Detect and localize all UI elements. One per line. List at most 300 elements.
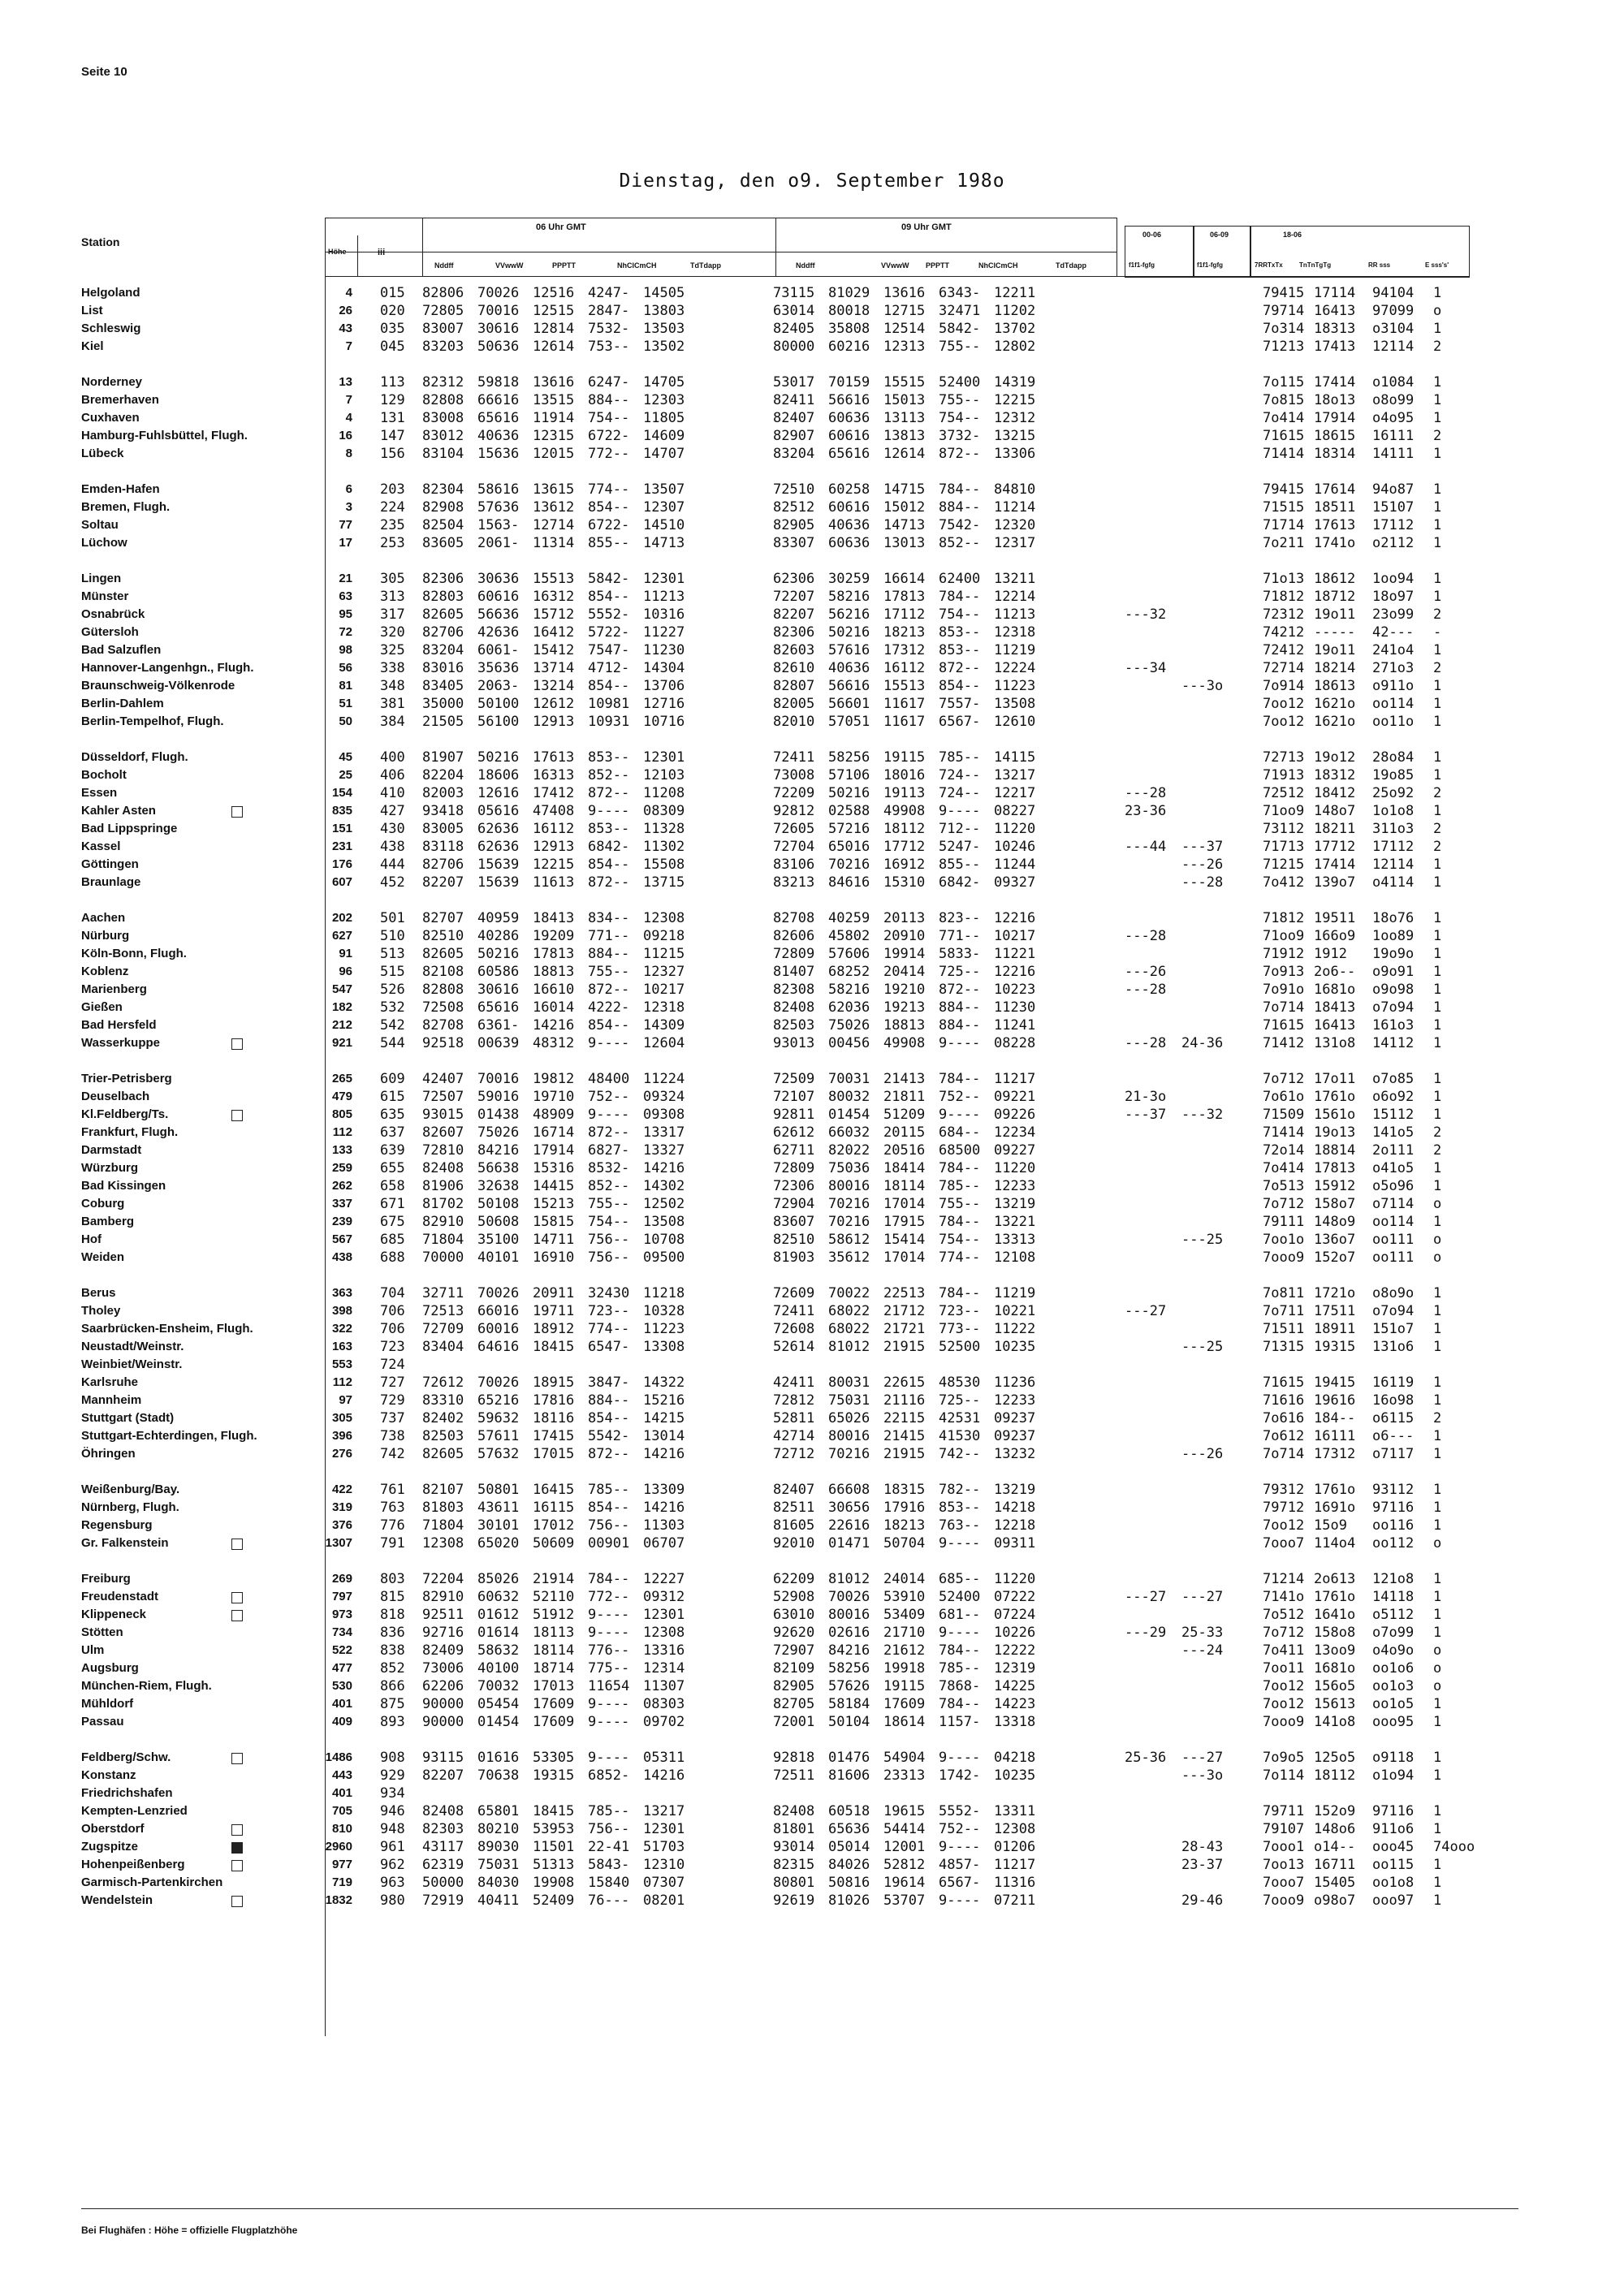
cell-n06: 82707 xyxy=(422,910,464,926)
table-row xyxy=(0,981,1624,999)
station-name: Weinbiet/Weinstr. xyxy=(81,1357,183,1371)
cell-vv09: 65636 xyxy=(828,1821,870,1837)
cell-td09: 12233 xyxy=(994,1178,1036,1194)
cell-pp06: 17415 xyxy=(533,1428,575,1444)
table-row xyxy=(0,1785,1624,1802)
table-row xyxy=(0,1856,1624,1874)
cell-n06: 62319 xyxy=(422,1857,464,1873)
cell-tx: 7oo1o xyxy=(1263,1232,1305,1248)
cell-td09: 10246 xyxy=(994,839,1036,855)
cell-nh09: 52500 xyxy=(939,1339,981,1355)
cell-e: o xyxy=(1433,1660,1442,1677)
cell-nh09: 785-- xyxy=(939,1660,981,1677)
cell-td09: 09226 xyxy=(994,1107,1036,1123)
cell-vv09: 56616 xyxy=(828,392,870,408)
cell-td06: 13503 xyxy=(643,321,685,337)
cell-tn: 17614 xyxy=(1314,481,1356,498)
cell-vv09: 80016 xyxy=(828,1178,870,1194)
table-row xyxy=(0,1124,1624,1142)
station-height: 133 xyxy=(331,1143,352,1157)
cell-e: 1 xyxy=(1433,1625,1442,1641)
cell-n09: 72809 xyxy=(773,946,815,962)
cell-iii: 348 xyxy=(380,678,405,694)
table-row xyxy=(0,409,1624,427)
cell-n09: 82907 xyxy=(773,428,815,444)
cell-iii: 948 xyxy=(380,1821,405,1837)
table-row xyxy=(0,1177,1624,1195)
cell-td09: 11244 xyxy=(994,857,1036,873)
table-row xyxy=(0,284,1624,302)
header-0609: 06-09 xyxy=(1210,231,1229,239)
cell-tn: 17613 xyxy=(1314,517,1356,533)
cell-nh06: 5552- xyxy=(588,606,630,623)
cell-e: 1 xyxy=(1433,285,1442,301)
cell-nh09: 9---- xyxy=(939,1892,981,1909)
cell-n09: 72510 xyxy=(773,481,815,498)
cell-td06: 13327 xyxy=(643,1142,685,1159)
cell-tn: 18214 xyxy=(1314,660,1356,676)
cell-td09: 12319 xyxy=(994,1660,1036,1677)
cell-rr: 15107 xyxy=(1372,499,1415,516)
cell-vv09: 45802 xyxy=(828,928,870,944)
cell-n06: 73006 xyxy=(422,1660,464,1677)
cell-vv09: 01476 xyxy=(828,1750,870,1766)
cell-pp06: 15815 xyxy=(533,1214,575,1230)
cell-td09: 10221 xyxy=(994,1303,1036,1319)
station-height: 51 xyxy=(339,697,352,710)
table-row xyxy=(0,1838,1624,1856)
cell-pp06: 15316 xyxy=(533,1160,575,1176)
cell-td06: 14216 xyxy=(643,1500,685,1516)
cell-n09: 82109 xyxy=(773,1660,815,1677)
cell-tn: 17914 xyxy=(1314,410,1356,426)
cell-iii: 532 xyxy=(380,999,405,1016)
cell-vv06: 56100 xyxy=(477,714,520,730)
cell-td06: 09312 xyxy=(643,1589,685,1605)
cell-vv09: 70216 xyxy=(828,1214,870,1230)
cell-td09: 11213 xyxy=(994,606,1036,623)
cell-r1: ---28 xyxy=(1125,982,1167,998)
station-name: Nürburg xyxy=(81,929,130,943)
cell-td06: 14707 xyxy=(643,446,685,462)
cell-nh06: 10931 xyxy=(588,714,630,730)
cell-td06: 11302 xyxy=(643,839,685,855)
cell-vv09: 40636 xyxy=(828,660,870,676)
cell-n09: 82306 xyxy=(773,624,815,641)
cell-rr: oo1o8 xyxy=(1372,1875,1415,1891)
table-row xyxy=(0,713,1624,731)
station-name: Bocholt xyxy=(81,768,127,782)
table-row xyxy=(0,999,1624,1016)
cell-td09: 12318 xyxy=(994,624,1036,641)
cell-vv06: 70026 xyxy=(477,1375,520,1391)
cell-r2: ---28 xyxy=(1181,874,1224,891)
cell-pp09: 18813 xyxy=(883,1017,926,1034)
cell-n09: 42714 xyxy=(773,1428,815,1444)
cell-pp09: 21710 xyxy=(883,1625,926,1641)
cell-r2: ---3o xyxy=(1181,1767,1224,1784)
cell-vv09: 60518 xyxy=(828,1803,870,1819)
cell-iii: 313 xyxy=(380,589,405,605)
cell-tx: 72714 xyxy=(1263,660,1305,676)
table-row xyxy=(0,1588,1624,1606)
station-height: 322 xyxy=(331,1322,352,1336)
station-name: Osnabrück xyxy=(81,607,145,621)
cell-e: 1 xyxy=(1433,749,1442,766)
station-height: 262 xyxy=(331,1179,352,1193)
cell-nh06: 756-- xyxy=(588,1249,630,1266)
cell-pp06: 51313 xyxy=(533,1857,575,1873)
cell-tn: 19616 xyxy=(1314,1392,1356,1409)
cell-n09: 82408 xyxy=(773,1803,815,1819)
cell-nh06: 8532- xyxy=(588,1160,630,1176)
cell-iii: 706 xyxy=(380,1303,405,1319)
cell-iii: 438 xyxy=(380,839,405,855)
station-height: 567 xyxy=(331,1232,352,1246)
cell-td06: 10316 xyxy=(643,606,685,623)
cell-n09: 82405 xyxy=(773,321,815,337)
cell-nh06: 3847- xyxy=(588,1375,630,1391)
cell-r1: ---27 xyxy=(1125,1589,1167,1605)
cell-vv09: 84216 xyxy=(828,1642,870,1659)
cell-tn: 152o7 xyxy=(1314,1249,1356,1266)
cell-nh06: 884-- xyxy=(588,392,630,408)
cell-td09: 11230 xyxy=(994,999,1036,1016)
cell-nh09: 774-- xyxy=(939,1249,981,1266)
cell-rr: o9o91 xyxy=(1372,964,1415,980)
cell-tn: 1761o xyxy=(1314,1482,1356,1498)
cell-nh09: 784-- xyxy=(939,1071,981,1087)
cell-e: 1 xyxy=(1433,446,1442,462)
cell-vv06: 40286 xyxy=(477,928,520,944)
cell-nh06: 756-- xyxy=(588,1821,630,1837)
cell-n06: 83310 xyxy=(422,1392,464,1409)
cell-n09: 72411 xyxy=(773,749,815,766)
cell-nh09: 725-- xyxy=(939,964,981,980)
cell-e: 1 xyxy=(1433,1321,1442,1337)
cell-tx: 7ooo9 xyxy=(1263,1714,1305,1730)
cell-td09: 12224 xyxy=(994,660,1036,676)
cell-td06: 11328 xyxy=(643,821,685,837)
cell-tn: 1681o xyxy=(1314,1660,1356,1677)
cell-iii: 655 xyxy=(380,1160,405,1176)
cell-iii: 838 xyxy=(380,1642,405,1659)
cell-n09: 72907 xyxy=(773,1642,815,1659)
cell-tn: 139o7 xyxy=(1314,874,1356,891)
cell-pp09: 12313 xyxy=(883,339,926,355)
cell-nh06: 6842- xyxy=(588,839,630,855)
cell-td09: 13306 xyxy=(994,446,1036,462)
cell-nh09: 872-- xyxy=(939,982,981,998)
station-height: 3 xyxy=(345,500,352,514)
cell-nh09: 872-- xyxy=(939,660,981,676)
cell-nh09: 9---- xyxy=(939,803,981,819)
cell-pp09: 21712 xyxy=(883,1303,926,1319)
cell-vv06: 18606 xyxy=(477,767,520,783)
cell-tx: 72o14 xyxy=(1263,1142,1305,1159)
cell-vv09: 56216 xyxy=(828,606,870,623)
cell-e: 2 xyxy=(1433,1142,1442,1159)
station-height: 265 xyxy=(331,1072,352,1085)
cell-n06: 82108 xyxy=(422,964,464,980)
cell-tn: 1621o xyxy=(1314,714,1356,730)
cell-vv06: 01454 xyxy=(477,1714,520,1730)
cell-vv06: 6361- xyxy=(477,1017,520,1034)
cell-e: 1 xyxy=(1433,1107,1442,1123)
station-height: 401 xyxy=(331,1697,352,1711)
cell-td06: 12307 xyxy=(643,499,685,516)
cell-pp09: 22513 xyxy=(883,1285,926,1301)
station-height: 1307 xyxy=(325,1536,352,1550)
cell-rr: 23o99 xyxy=(1372,606,1415,623)
cell-vv09: 57616 xyxy=(828,642,870,658)
cell-nh06: 22-41 xyxy=(588,1839,630,1855)
cell-iii: 325 xyxy=(380,642,405,658)
station-height: 202 xyxy=(331,911,352,925)
cell-td06: 11223 xyxy=(643,1321,685,1337)
cell-e: 1 xyxy=(1433,1589,1442,1605)
cell-vv06: 64616 xyxy=(477,1339,520,1355)
cell-rr: o1084 xyxy=(1372,374,1415,391)
cell-n06: 72810 xyxy=(422,1142,464,1159)
cell-pp06: 17013 xyxy=(533,1678,575,1694)
cell-nh09: 782-- xyxy=(939,1482,981,1498)
station-height: 276 xyxy=(331,1447,352,1461)
cell-td06: 12327 xyxy=(643,964,685,980)
station-name: Wendelstein xyxy=(81,1893,153,1907)
cell-pp06: 17412 xyxy=(533,785,575,801)
cell-vv06: 40100 xyxy=(477,1660,520,1677)
cell-td09: 12610 xyxy=(994,714,1036,730)
cell-tx: 7o114 xyxy=(1263,1767,1305,1784)
cell-pp06: 16714 xyxy=(533,1124,575,1141)
cell-nh09: 823-- xyxy=(939,910,981,926)
cell-nh09: 9---- xyxy=(939,1625,981,1641)
station-height: 422 xyxy=(331,1482,352,1496)
cell-tx: 7o612 xyxy=(1263,1428,1305,1444)
cell-rr: 141o5 xyxy=(1372,1124,1415,1141)
cell-nh06: 9---- xyxy=(588,1714,630,1730)
cell-pp09: 53910 xyxy=(883,1589,926,1605)
cell-nh09: 52400 xyxy=(939,1589,981,1605)
cell-tx: 7oo12 xyxy=(1263,714,1305,730)
station-height: 97 xyxy=(339,1393,352,1407)
cell-tx: 71315 xyxy=(1263,1339,1305,1355)
cell-tn: 1741o xyxy=(1314,535,1356,551)
cell-vv09: 02616 xyxy=(828,1625,870,1641)
cell-rr: o7117 xyxy=(1372,1446,1415,1462)
cell-vv09: 80032 xyxy=(828,1089,870,1105)
cell-tn: 18612 xyxy=(1314,571,1356,587)
cell-tn: 19315 xyxy=(1314,1339,1356,1355)
cell-td06: 14302 xyxy=(643,1178,685,1194)
cell-rr: oo114 xyxy=(1372,696,1415,712)
cell-pp06: 12315 xyxy=(533,428,575,444)
cell-vv06: 62636 xyxy=(477,839,520,855)
station-name: Lüchow xyxy=(81,536,127,550)
cell-vv06: 2063- xyxy=(477,678,520,694)
cell-pp09: 16614 xyxy=(883,571,926,587)
cell-td06: 13507 xyxy=(643,481,685,498)
cell-pp09: 19115 xyxy=(883,1678,926,1694)
cell-pp09: 21116 xyxy=(883,1392,926,1409)
station-height: 401 xyxy=(331,1786,352,1800)
cell-n09: 82512 xyxy=(773,499,815,516)
cell-n06: 90000 xyxy=(422,1714,464,1730)
cell-pp06: 12612 xyxy=(533,696,575,712)
station-name: Braunlage xyxy=(81,875,141,889)
cell-tn: 1561o xyxy=(1314,1107,1356,1123)
cell-pp09: 21413 xyxy=(883,1071,926,1087)
cell-n09: 82503 xyxy=(773,1017,815,1034)
cell-n06: 72709 xyxy=(422,1321,464,1337)
cell-pp06: 18915 xyxy=(533,1375,575,1391)
cell-iii: 803 xyxy=(380,1571,405,1587)
cell-n06: 82408 xyxy=(422,1160,464,1176)
cell-td09: 14319 xyxy=(994,374,1036,391)
header-nddff-09: Nddff xyxy=(796,261,815,270)
cell-tn: 141o8 xyxy=(1314,1714,1356,1730)
cell-iii: 235 xyxy=(380,517,405,533)
cell-td06: 11218 xyxy=(643,1285,685,1301)
cell-nh06: 6547- xyxy=(588,1339,630,1355)
cell-iii: 147 xyxy=(380,428,405,444)
cell-nh09: 52400 xyxy=(939,374,981,391)
cell-rr: 121o8 xyxy=(1372,1571,1415,1587)
cell-rr: 19o85 xyxy=(1372,767,1415,783)
footnote: Bei Flughäfen : Höhe = offizielle Flugplatzhöhe xyxy=(81,2225,298,2236)
station-height: 337 xyxy=(331,1197,352,1211)
cell-td06: 13715 xyxy=(643,874,685,891)
cell-iii: 934 xyxy=(380,1785,405,1802)
cell-nh06: 854-- xyxy=(588,499,630,516)
cell-r1: ---27 xyxy=(1125,1303,1167,1319)
station-height: 547 xyxy=(331,982,352,996)
table-row xyxy=(0,784,1624,802)
cell-nh09: 784-- xyxy=(939,481,981,498)
cell-iii: 729 xyxy=(380,1392,405,1409)
cell-e: 1 xyxy=(1433,678,1442,694)
cell-td09: 12222 xyxy=(994,1642,1036,1659)
table-row xyxy=(0,802,1624,820)
cell-tx: 72412 xyxy=(1263,642,1305,658)
station-height: 398 xyxy=(331,1304,352,1318)
station-name: Wasserkuppe xyxy=(81,1036,160,1050)
table-row xyxy=(0,1302,1624,1320)
cell-n06: 90000 xyxy=(422,1696,464,1712)
cell-nh06: 852-- xyxy=(588,1178,630,1194)
cell-tx: 71615 xyxy=(1263,1017,1305,1034)
cell-td06: 09324 xyxy=(643,1089,685,1105)
cell-nh06: 7532- xyxy=(588,321,630,337)
cell-tx: 7o913 xyxy=(1263,964,1305,980)
cell-nh09: 6567- xyxy=(939,1875,981,1891)
cell-nh09: 724-- xyxy=(939,785,981,801)
cell-n09: 62209 xyxy=(773,1571,815,1587)
cell-iii: 706 xyxy=(380,1321,405,1337)
cell-pp09: 21721 xyxy=(883,1321,926,1337)
cell-rr: o6o92 xyxy=(1372,1089,1415,1105)
cell-td09: 07222 xyxy=(994,1589,1036,1605)
cell-n09: 82411 xyxy=(773,392,815,408)
cell-rr: o41o5 xyxy=(1372,1160,1415,1176)
station-name: Münster xyxy=(81,589,129,603)
cell-e: 1 xyxy=(1433,517,1442,533)
cell-td09: 11223 xyxy=(994,678,1036,694)
cell-nh09: 784-- xyxy=(939,1285,981,1301)
station-name: Berus xyxy=(81,1286,116,1300)
cell-vv06: 30616 xyxy=(477,321,520,337)
cell-n06: 92716 xyxy=(422,1625,464,1641)
cell-e: 1 xyxy=(1433,1339,1442,1355)
cell-e: 1 xyxy=(1433,1714,1442,1730)
station-height: 6 xyxy=(345,482,352,496)
cell-tn: o98o7 xyxy=(1314,1892,1356,1909)
cell-r1: ---32 xyxy=(1125,606,1167,623)
cell-tx: 7o711 xyxy=(1263,1303,1305,1319)
cell-vv09: 70026 xyxy=(828,1589,870,1605)
cell-pp09: 19918 xyxy=(883,1660,926,1677)
cell-n06: 82504 xyxy=(422,517,464,533)
cell-n09: 83607 xyxy=(773,1214,815,1230)
cell-pp06: 13214 xyxy=(533,678,575,694)
cell-nh06: 4712- xyxy=(588,660,630,676)
cell-rr: 93112 xyxy=(1372,1482,1415,1498)
table-row xyxy=(0,570,1624,588)
cell-pp06: 16312 xyxy=(533,589,575,605)
station-name: Deuselbach xyxy=(81,1090,150,1103)
cell-td09: 07211 xyxy=(994,1892,1036,1909)
cell-pp09: 11617 xyxy=(883,714,926,730)
cell-rr: 1o1o8 xyxy=(1372,803,1415,819)
station-name: Feldberg/Schw. xyxy=(81,1750,171,1764)
cell-nh09: 742-- xyxy=(939,1446,981,1462)
cell-n06: 82808 xyxy=(422,392,464,408)
cell-nh09: 784-- xyxy=(939,1214,981,1230)
cell-n06: 82806 xyxy=(422,285,464,301)
station-name: Soltau xyxy=(81,518,119,532)
cell-e: 1 xyxy=(1433,1571,1442,1587)
cell-e: 2 xyxy=(1433,339,1442,355)
cell-iii: 893 xyxy=(380,1714,405,1730)
cell-tn: 16711 xyxy=(1314,1857,1356,1873)
cell-iii: 338 xyxy=(380,660,405,676)
cell-vv09: 30259 xyxy=(828,571,870,587)
cell-nh06: 6247- xyxy=(588,374,630,391)
cell-vv09: 80031 xyxy=(828,1375,870,1391)
table-row xyxy=(0,874,1624,891)
cell-n06: 82910 xyxy=(422,1589,464,1605)
table-row xyxy=(0,1481,1624,1499)
cell-n09: 82905 xyxy=(773,517,815,533)
cell-n09: 92811 xyxy=(773,1107,815,1123)
cell-e: 1 xyxy=(1433,481,1442,498)
cell-nh06: 5843- xyxy=(588,1857,630,1873)
cell-iii: 908 xyxy=(380,1750,405,1766)
station-height: 43 xyxy=(339,322,352,335)
table-row xyxy=(0,1659,1624,1677)
cell-nh06: 753-- xyxy=(588,339,630,355)
cell-td06: 12314 xyxy=(643,1660,685,1677)
cell-e: 2 xyxy=(1433,1410,1442,1426)
cell-rr: ooo95 xyxy=(1372,1714,1415,1730)
cell-nh06: 872-- xyxy=(588,1446,630,1462)
table-row xyxy=(0,1767,1624,1785)
cell-e: 1 xyxy=(1433,1607,1442,1623)
cell-iii: 430 xyxy=(380,821,405,837)
cell-nh09: 752-- xyxy=(939,1821,981,1837)
cell-pp06: 11314 xyxy=(533,535,575,551)
